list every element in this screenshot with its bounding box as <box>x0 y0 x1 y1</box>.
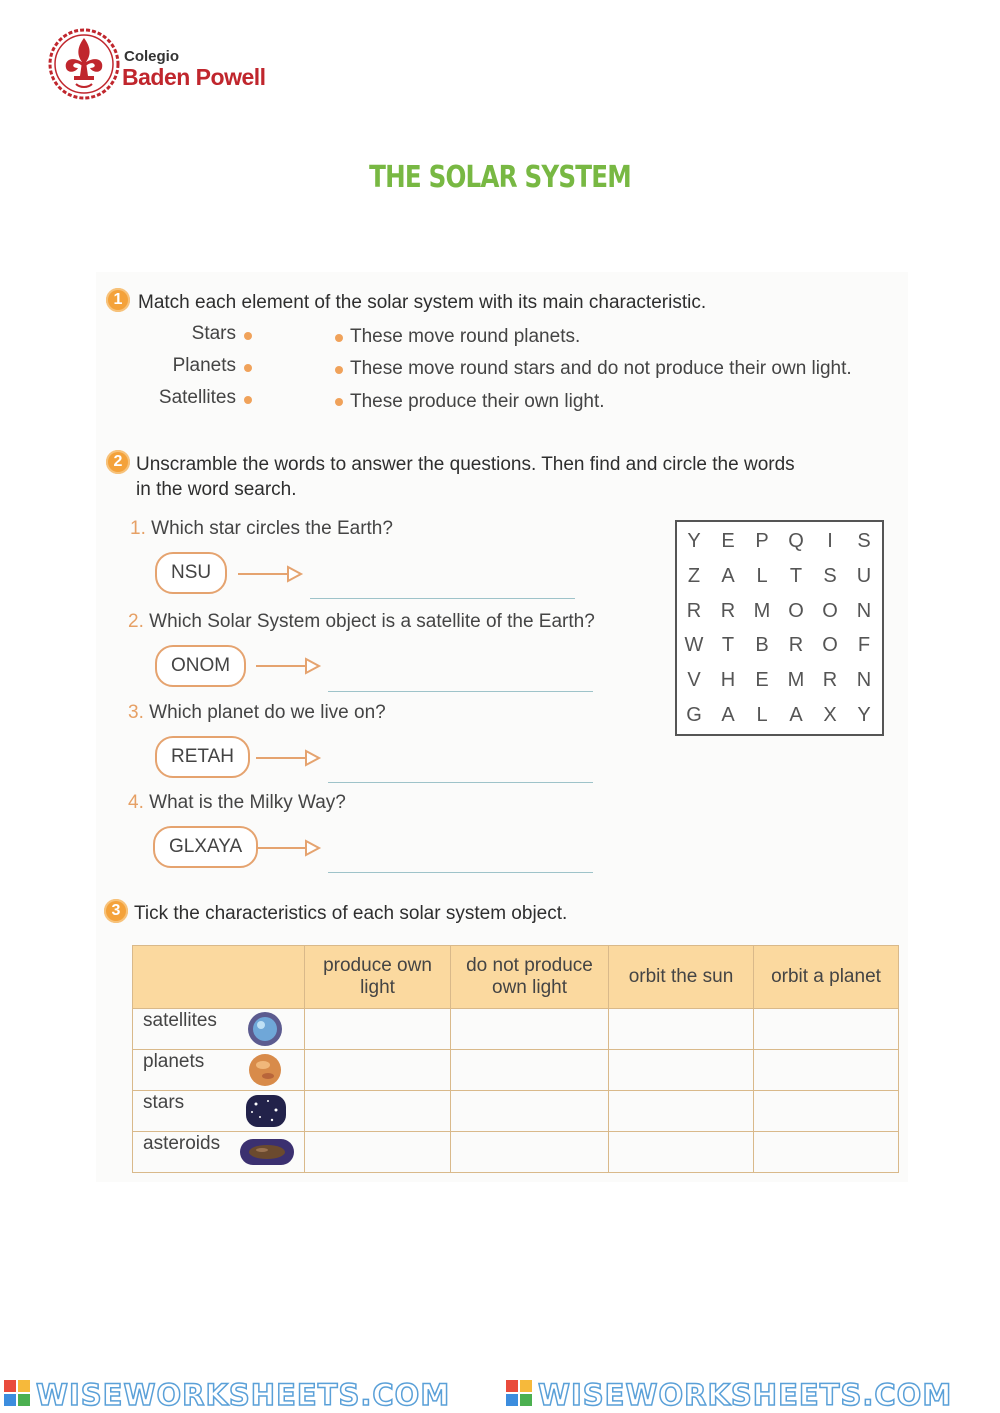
tick-cell[interactable] <box>451 1132 609 1173</box>
word-search-letter[interactable]: T <box>789 565 803 587</box>
word-search-letter[interactable]: A <box>721 565 735 587</box>
match-dot-right-3[interactable] <box>335 398 343 406</box>
row-label: satellites <box>133 1009 305 1050</box>
column-header: orbit the sun <box>609 946 754 1009</box>
arrow-icon <box>238 564 304 584</box>
word-search-letter[interactable]: P <box>755 530 769 552</box>
tick-cell[interactable] <box>305 1050 451 1091</box>
tick-cell[interactable] <box>609 1050 754 1091</box>
answer-line-4[interactable] <box>328 872 593 873</box>
word-search-letter[interactable]: Z <box>687 565 701 587</box>
watermark-badge-icon <box>4 1380 30 1406</box>
question-4 <box>128 792 346 814</box>
exercise-2-instruction: Unscramble the words to answer the questions. Then find and circle the words <box>136 454 795 475</box>
word-search-letter[interactable]: O <box>788 600 804 622</box>
word-search-letter[interactable]: Q <box>788 530 804 552</box>
match-right-1: These move round planets. <box>350 326 581 347</box>
school-logo <box>46 26 122 102</box>
scrambled-word-3: RETAH <box>155 736 250 778</box>
table-row <box>133 1050 899 1091</box>
question-1-text: Which star circles the Earth? <box>151 518 393 539</box>
match-left-stars: Stars <box>191 323 236 344</box>
word-search-letter[interactable]: O <box>822 634 838 656</box>
word-search-letter[interactable]: B <box>755 634 769 656</box>
question-2-text: Which Solar System object is a satellite of the Earth? <box>149 611 595 632</box>
word-search-letter[interactable]: E <box>755 669 769 691</box>
word-search-letter[interactable]: N <box>856 669 872 691</box>
word-search-letter[interactable]: R <box>720 600 736 622</box>
watermark-footer <box>0 1372 1000 1413</box>
match-left-satellites: Satellites <box>158 387 236 408</box>
match-dot-left-3[interactable] <box>244 396 252 404</box>
table-row <box>133 1009 899 1050</box>
column-header: produce own light <box>305 946 451 1009</box>
school-label: Colegio <box>124 48 179 65</box>
word-search-letter[interactable]: E <box>721 530 735 552</box>
word-search-letter[interactable]: F <box>857 634 871 656</box>
word-search-letter[interactable]: I <box>827 530 833 552</box>
arrow-icon <box>256 838 322 858</box>
asteroid-icon <box>238 1133 296 1171</box>
word-search-letter[interactable]: A <box>721 704 735 726</box>
satellite-icon <box>246 1010 284 1048</box>
match-left-planets: Planets <box>172 355 236 376</box>
tick-cell[interactable] <box>754 1091 899 1132</box>
tick-cell[interactable] <box>754 1132 899 1173</box>
page-title: THE SOLAR SYSTEM <box>369 160 631 195</box>
watermark-text: WISEWORKSHEETS.COM <box>538 1378 953 1412</box>
word-search-letter[interactable]: M <box>787 669 805 691</box>
table-row <box>133 1091 899 1132</box>
word-search-letter[interactable]: A <box>789 704 803 726</box>
watermark-text: WISEWORKSHEETS.COM <box>36 1378 451 1412</box>
word-search-letter[interactable]: T <box>721 634 735 656</box>
word-search-letter[interactable]: G <box>686 704 702 726</box>
exercise-1-instruction: Match each element of the solar system with its main characteristic. <box>138 292 707 313</box>
tick-cell[interactable] <box>609 1009 754 1050</box>
exercise-3-instruction: Tick the characteristics of each solar system object. <box>134 903 568 924</box>
characteristics-table <box>132 945 899 1173</box>
row-label: stars <box>133 1091 305 1132</box>
tick-cell[interactable] <box>451 1050 609 1091</box>
word-search-letter[interactable]: H <box>720 669 736 691</box>
row-label: asteroids <box>133 1132 305 1173</box>
stars-icon <box>244 1092 288 1130</box>
question-4-number: 4. <box>128 792 144 813</box>
word-search-letter[interactable]: R <box>788 634 804 656</box>
match-dot-right-2[interactable] <box>335 366 343 374</box>
scrambled-word-4: GLXAYA <box>153 826 258 868</box>
word-search-letter[interactable]: Y <box>857 704 871 726</box>
question-2 <box>128 611 595 633</box>
scrambled-word-2: ONOM <box>155 645 246 687</box>
answer-line-1[interactable] <box>310 598 575 599</box>
match-right-2: These move round stars and do not produce their own light. <box>350 358 852 379</box>
word-search-letter[interactable]: W <box>684 634 704 656</box>
school-name: Baden Powell <box>122 64 266 90</box>
word-search-letter[interactable]: L <box>756 565 768 587</box>
question-3-text: Which planet do we live on? <box>149 702 386 723</box>
tick-cell[interactable] <box>754 1050 899 1091</box>
word-search-letter[interactable]: S <box>857 530 871 552</box>
table-corner <box>133 946 305 1009</box>
match-dot-right-1[interactable] <box>335 334 343 342</box>
planet-icon <box>246 1051 284 1089</box>
word-search-letter[interactable]: O <box>822 600 838 622</box>
word-search-letter[interactable]: S <box>823 565 837 587</box>
column-header: orbit a planet <box>754 946 899 1009</box>
word-search-letter[interactable]: N <box>856 600 872 622</box>
word-search-letter[interactable]: U <box>856 565 872 587</box>
tick-cell[interactable] <box>451 1009 609 1050</box>
match-dot-left-1[interactable] <box>244 332 252 340</box>
table-row <box>133 1132 899 1173</box>
column-header: do not produce own light <box>451 946 609 1009</box>
word-search-letter[interactable]: Y <box>687 530 701 552</box>
question-3-number: 3. <box>128 702 144 723</box>
exercise-2-number: 2 <box>106 450 130 474</box>
tick-cell[interactable] <box>754 1009 899 1050</box>
word-search-letter[interactable]: L <box>756 704 768 726</box>
tick-cell[interactable] <box>451 1091 609 1132</box>
scrambled-word-1: NSU <box>155 552 227 594</box>
arrow-icon <box>256 656 322 676</box>
watermark-badge-icon <box>506 1380 532 1406</box>
question-2-number: 2. <box>128 611 144 632</box>
tick-cell[interactable] <box>305 1009 451 1050</box>
exercise-3-number: 3 <box>104 899 128 923</box>
tick-cell[interactable] <box>305 1091 451 1132</box>
exercise-1-number: 1 <box>106 288 130 312</box>
word-search-letter[interactable]: M <box>753 600 771 622</box>
word-search-letter[interactable]: X <box>823 704 837 726</box>
match-dot-left-2[interactable] <box>244 364 252 372</box>
row-label: planets <box>133 1050 305 1091</box>
exercise-2-instruction-cont: in the word search. <box>136 479 297 500</box>
arrow-icon <box>256 748 322 768</box>
question-1-number: 1. <box>130 518 146 539</box>
question-3 <box>128 702 386 724</box>
word-search-letter[interactable]: R <box>822 669 838 691</box>
tick-cell[interactable] <box>305 1132 451 1173</box>
question-4-text: What is the Milky Way? <box>149 792 346 813</box>
question-1 <box>130 518 393 540</box>
tick-cell[interactable] <box>609 1132 754 1173</box>
tick-cell[interactable] <box>609 1091 754 1132</box>
answer-line-3[interactable] <box>328 782 593 783</box>
answer-line-2[interactable] <box>328 691 593 692</box>
word-search-letter[interactable]: R <box>686 600 702 622</box>
word-search-grid <box>675 520 884 736</box>
match-right-3: These produce their own light. <box>350 391 605 412</box>
word-search-letter[interactable]: V <box>687 669 701 691</box>
